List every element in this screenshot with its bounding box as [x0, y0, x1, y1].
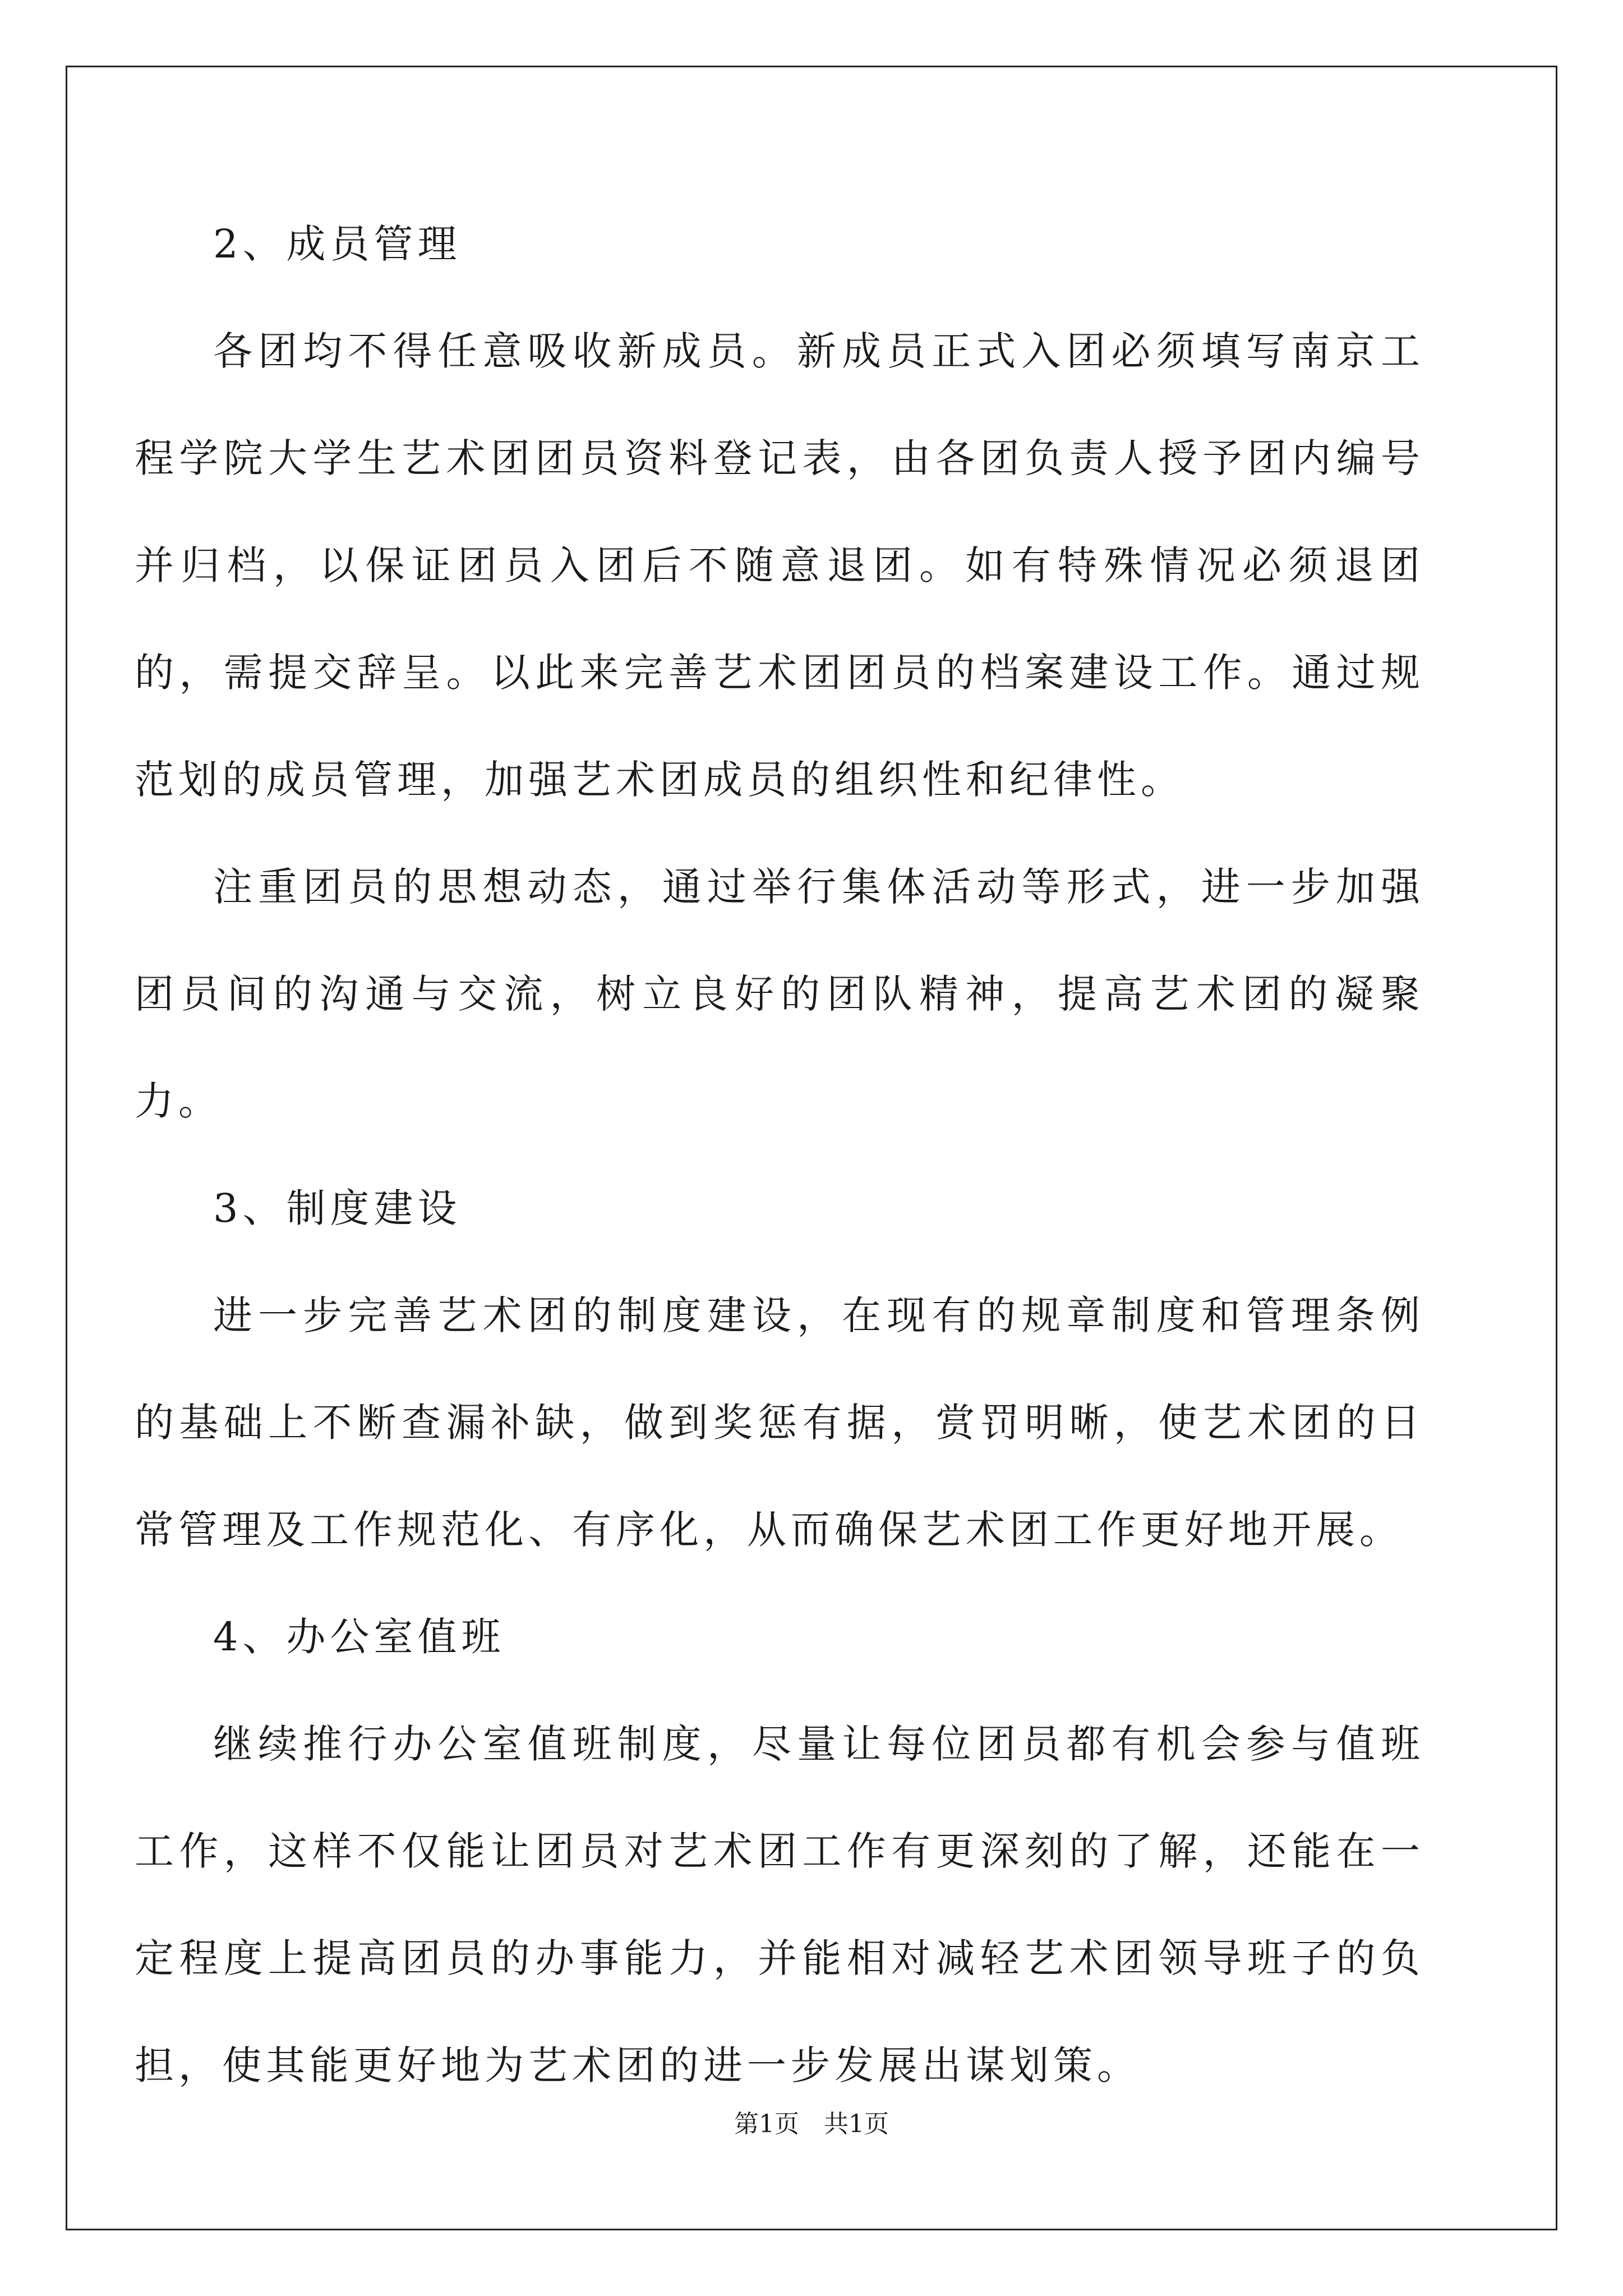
paragraph-office-duty: 继续推行办公室值班制度，尽量让每位团员都有机会参与值班工作，这样不仅能让团员对艺术团工作有更深刻的了解，还能在一定程度上提高团员的办事能力，并能相对减轻艺术团领导班子的负担，使其能更好地为艺术团的进一步发展出谋划策。	[135, 1721, 1424, 2088]
section-heading-system-building: 3、制度建设	[213, 1185, 462, 1231]
paragraph-system-building: 进一步完善艺术团的制度建设，在现有的规章制度和管理条例的基础上不断查漏补缺，做到奖惩有据，赏罚明晰，使艺术团的日常管理及工作规范化、有序化，从而确保艺术团工作更好地开展。	[135, 1292, 1424, 1553]
paragraph-team-spirit: 注重团员的思想动态，通过举行集体活动等形式，进一步加强团员间的沟通与交流，树立良好的团队精神，提高艺术团的凝聚力。	[135, 864, 1424, 1124]
section-heading-office-duty: 4、办公室值班	[213, 1614, 505, 1660]
page-number-footer: 第1页 共1页	[734, 2110, 889, 2138]
paragraph-member-admission: 各团均不得任意吸收新成员。新成员正式入团必须填写南京工程学院大学生艺术团团员资料登记表，由各团负责人授予团内编号并归档，以保证团员入团后不随意退团。如有特殊情况必须退团的，需提交辞呈。以此来完善艺术团团员的档案建设工作。通过规范划的成员管理，加强艺术团成员的组织性和纪律性。	[135, 328, 1424, 803]
section-heading-member-management: 2、成员管理	[213, 221, 462, 267]
document-body	[135, 191, 1424, 2119]
